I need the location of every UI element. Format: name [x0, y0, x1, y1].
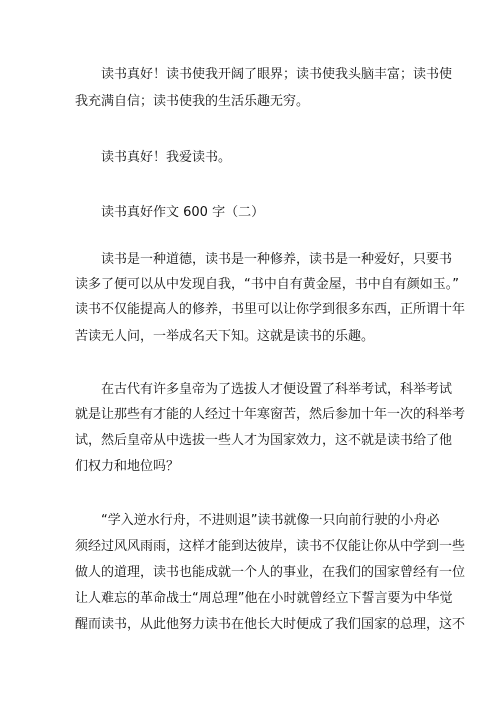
text-line: 读多了便可以从中发现自我，“书中自有黄金屋，书中自有颜如玉。”	[75, 277, 459, 292]
text-line: 们权力和地位吗？	[75, 459, 180, 474]
text-line: 做人的道理，读书也能成就一个人的事业，在我们的国家曾经有一位	[75, 565, 466, 580]
text-line: 在古代有许多皇帝为了选拔人才便设置了科举考试，科举考试	[101, 382, 453, 397]
section-heading: 读书真好作文 600 字（二）	[101, 205, 265, 220]
text-line: 试，然后皇帝从中选拔一些人才为国家效力，这不就是读书给了他	[75, 433, 453, 448]
text-line: 醒而读书，从此他努力读书在他长大时便成了我们国家的总理，这不	[75, 617, 466, 632]
text-line: 须经过风风雨雨，这样才能到达彼岸，读书不仅能让你从中学到一些	[75, 539, 466, 554]
text-line: 就是让那些有才能的人经过十年寒窗苦，然后参加十年一次的科举考	[75, 407, 466, 422]
text-line: 苦读无人问，一举成名天下知。这就是读书的乐趣。	[75, 329, 375, 344]
text-line: 读书真好！读书使我开阔了眼界；读书使我头脑丰富；读书使	[101, 67, 453, 82]
text-line: 读书不仅能提高人的修养，书里可以让你学到很多东西，正所谓十年	[75, 302, 466, 317]
text-line: 我充满自信；读书使我的生活乐趣无穷。	[75, 94, 310, 109]
text-line: “学入逆水行舟，不进则退”读书就像一只向前行驶的小舟必	[101, 513, 440, 528]
text-line: 读书是一种道德，读书是一种修养，读书是一种爱好，只要书	[101, 252, 453, 267]
text-line: 让人难忘的革命战士“周总理”他在小时就曾经立下誓言要为中华觉	[75, 591, 453, 606]
text-line: 读书真好！我爱读书。	[101, 150, 232, 165]
